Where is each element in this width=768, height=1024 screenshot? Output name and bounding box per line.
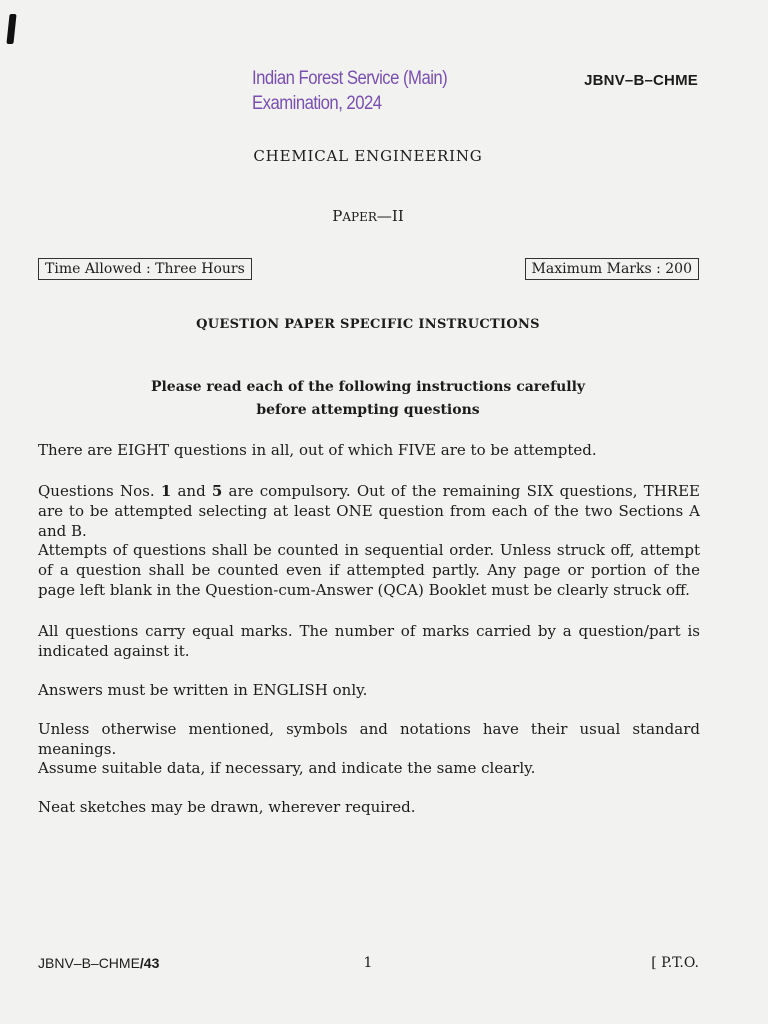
instruction-6: Unless otherwise mentioned, symbols and notations have their usual standard meanings. bbox=[38, 720, 700, 758]
footer-code-text: JBNV–B–CHME bbox=[38, 955, 140, 971]
maximum-marks-box: Maximum Marks : 200 bbox=[525, 258, 699, 280]
paper-number bbox=[0, 207, 736, 225]
instruction-2-text-b: are compulsory. Out of the remaining SIX questions, THREE are to be attempted selecting at least ONE question from each of the two Sections A and B. bbox=[38, 482, 701, 540]
exam-stamp bbox=[252, 66, 447, 116]
footer-code-suffix: /43 bbox=[139, 955, 160, 971]
instruction-4: All questions carry equal marks. The number of marks carried by a question/part is indicated against it. bbox=[38, 622, 700, 660]
instructions-title: QUESTION PAPER SPECIFIC INSTRUCTIONS bbox=[196, 317, 540, 332]
instruction-5: Answers must be written in ENGLISH only. bbox=[38, 681, 368, 699]
instruction-3: Attempts of questions shall be counted in sequential order. Unless struck off, attempt of a question shall be counted even if attempted partly. Any page or portion of the page left blank in the Question-cum-Answer (QCA) Booklet must be clearly struck off. bbox=[38, 541, 700, 599]
instructions-subtitle-line-2: before attempting questions bbox=[256, 402, 480, 418]
instruction-2-question-5: 5 bbox=[211, 482, 223, 500]
please-turn-over: [ P.T.O. bbox=[651, 955, 699, 971]
stamp-line-1: Indian Forest Service (Main) bbox=[252, 68, 448, 89]
instruction-2-question-1: 1 bbox=[160, 482, 172, 500]
instructions-subtitle bbox=[0, 376, 736, 422]
subject-title: CHEMICAL ENGINEERING bbox=[253, 147, 483, 165]
paper-code: JBNV–B–CHME bbox=[584, 72, 698, 89]
page-number: 1 bbox=[363, 955, 373, 971]
instruction-2 bbox=[38, 481, 700, 541]
instruction-7: Assume suitable data, if necessary, and indicate the same clearly. bbox=[38, 759, 536, 777]
time-allowed-box: Time Allowed : Three Hours bbox=[38, 258, 252, 280]
instruction-8: Neat sketches may be drawn, wherever required. bbox=[38, 798, 416, 816]
instructions-subtitle-line-1: Please read each of the following instructions carefully bbox=[150, 379, 586, 395]
instruction-2-text-and: and bbox=[171, 482, 212, 500]
instruction-1: There are EIGHT questions in all, out of which FIVE are to be attempted. bbox=[38, 441, 597, 459]
scan-edge-mark bbox=[6, 14, 16, 44]
paper-label: PAPER—II bbox=[332, 207, 404, 225]
stamp-line-2: Examination, 2024 bbox=[252, 93, 382, 114]
instruction-2-text-a: Questions Nos. bbox=[38, 482, 161, 500]
